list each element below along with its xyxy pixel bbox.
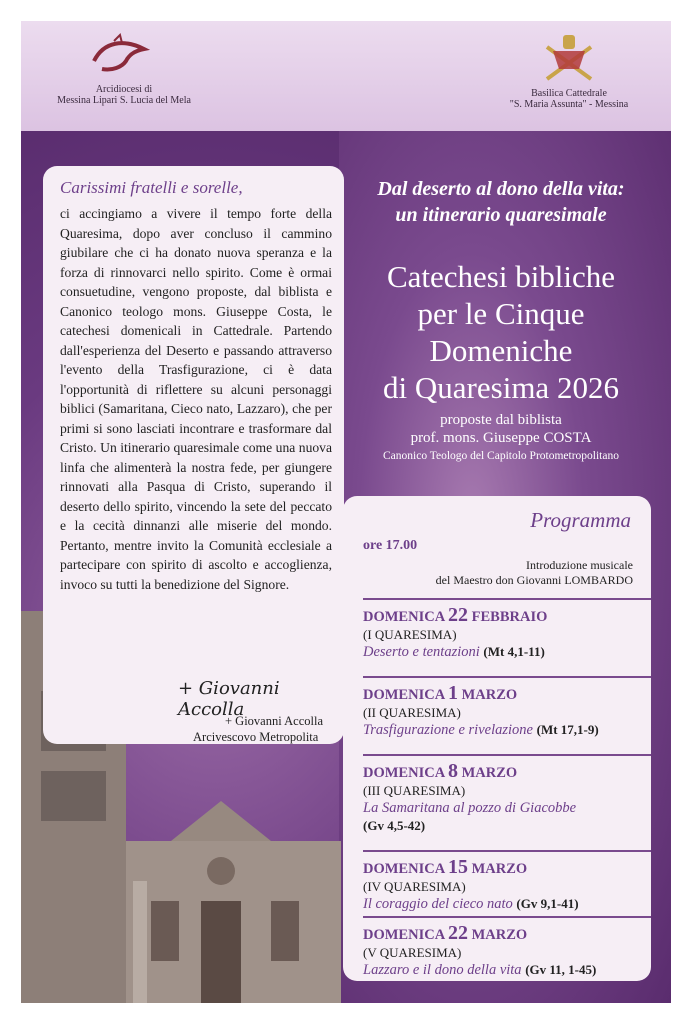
programma-title: Programma xyxy=(530,508,631,532)
entry-day-number: 22 xyxy=(448,922,468,944)
entry-ref: (Mt 4,1-11) xyxy=(483,644,545,659)
papal-keys-icon xyxy=(539,33,599,85)
entry-topic-line xyxy=(363,960,651,980)
entry-ref: (Mt 17,1-9) xyxy=(536,722,599,737)
proposte-block xyxy=(351,411,651,465)
entry-date xyxy=(363,760,651,783)
title-block xyxy=(351,176,651,406)
entry-topic: Trasfigurazione e rivelazione xyxy=(363,722,533,738)
entry-topic: Il coraggio del cieco nato xyxy=(363,896,513,912)
proposte-line3: Canonico Teologo del Capitolo Protometropolitano xyxy=(383,450,619,462)
separator xyxy=(363,598,651,600)
schedule-entry-3 xyxy=(363,760,651,834)
entry-month: MARZO xyxy=(471,927,528,943)
entry-quaresima: (IV QUARESIMA) xyxy=(363,879,466,894)
main-title-line3: di Quaresima 2026 xyxy=(383,370,619,405)
schedule-entry-5 xyxy=(363,922,651,980)
signer-name: + Giovanni Accolla xyxy=(225,714,323,728)
programma-intro xyxy=(433,558,633,588)
signature-handwriting: + Giovanni Accolla xyxy=(178,678,280,720)
programma-panel xyxy=(343,496,651,981)
entry-topic: Lazzaro e il dono della vita xyxy=(363,962,522,978)
separator xyxy=(363,850,651,852)
main-title-line1: Catechesi bibliche xyxy=(386,259,616,294)
schedule-entry-1 xyxy=(363,604,651,662)
archdiocese-logo xyxy=(49,31,199,106)
basilica-logo xyxy=(489,33,649,110)
proposte-line2: prof. mons. Giuseppe COSTA xyxy=(410,430,592,446)
separator xyxy=(363,916,651,918)
entry-quaresima: (I QUARESIMA) xyxy=(363,627,457,642)
entry-quaresima: (II QUARESIMA) xyxy=(363,705,461,720)
basilica-line1: Basilica Cattedrale xyxy=(531,88,607,99)
letter-body: ci accingiamo a vivere il tempo forte della Quaresima, dopo aver concluso il cammino giubilare che ci ha donato nuova speranza e la forza di rinnovarci nello spirito. Come è ormai consuetudine, vengono proposte, dal biblista e Canonico teologo mons. Giuseppe Costa, le catechesi domenicali in Cattedrale. Partendo dall'esperienza del Deserto e passando attraverso l'evento della Trasfigurazione, ci è data l'opportunità di riflettere su alcuni personaggi biblici (Samaritana, Cieco nato, Lazzaro), che per primi si sono lasciati incontrare e trasformare dal Cristo. Un itinerario quaresimale come una nuova linfa che alimenterà la nostra fede, per giungere rinnovati alla Pasqua di Cristo, superando il deserto dello spirito, vincendo la sete del peccato e la cecità dinnanzi alle miserie del mondo. Pertanto, mentre invito la Comunità ecclesiale a partecipare con spirito di ascolto e accoglienza, invoco su tutti la benedizione del Signore. xyxy=(60,206,332,592)
programma-time: ore 17.00 xyxy=(363,538,418,553)
poster xyxy=(21,21,671,1003)
archdiocese-line1: Arcidiocesi di xyxy=(95,84,153,95)
subtitle-line1: Dal deserto al dono della vita: xyxy=(377,178,625,200)
entry-day-number: 1 xyxy=(448,682,458,704)
entry-month: MARZO xyxy=(461,765,518,781)
entry-dow: DOMENICA xyxy=(363,861,445,877)
entry-topic-line xyxy=(363,894,651,914)
entry-month: MARZO xyxy=(471,861,528,877)
schedule-entry-4 xyxy=(363,856,651,914)
entry-dow: DOMENICA xyxy=(363,609,445,625)
entry-topic-line xyxy=(363,720,651,740)
entry-ref: (Gv 9,1-41) xyxy=(516,896,579,911)
entry-day-number: 15 xyxy=(448,856,468,878)
signer-title: Arcivescovo Metropolita xyxy=(193,730,319,744)
subtitle-line2: un itinerario quaresimale xyxy=(395,204,607,226)
basilica-line2: "S. Maria Assunta" - Messina xyxy=(509,99,629,110)
separator xyxy=(363,754,651,756)
main-title xyxy=(351,258,651,406)
entry-topic: La Samaritana al pozzo di Giacobbe xyxy=(363,800,577,816)
archdiocese-line2: Messina Lipari S. Lucia del Mela xyxy=(57,95,191,106)
entry-ref: (Gv 4,5-42) xyxy=(363,818,426,833)
entry-dow: DOMENICA xyxy=(363,927,445,943)
entry-month: FEBBRAIO xyxy=(471,609,548,625)
entry-date xyxy=(363,604,651,627)
entry-day-number: 22 xyxy=(448,604,468,626)
separator xyxy=(363,676,651,678)
entry-date xyxy=(363,856,651,879)
intro-line2: del Maestro don Giovanni LOMBARDO xyxy=(435,573,633,587)
entry-day-number: 8 xyxy=(448,760,458,782)
header-band xyxy=(21,21,671,131)
letter-greeting: Carissimi fratelli e sorelle, xyxy=(60,178,243,197)
entry-date xyxy=(363,922,651,945)
intro-line1: Introduzione musicale xyxy=(526,558,633,572)
main-title-line2: per le Cinque Domeniche xyxy=(417,296,585,368)
entry-quaresima: (III QUARESIMA) xyxy=(363,783,466,798)
entry-quaresima: (V QUARESIMA) xyxy=(363,945,462,960)
entry-topic-line xyxy=(363,642,651,662)
entry-dow: DOMENICA xyxy=(363,765,445,781)
entry-month: MARZO xyxy=(461,687,518,703)
proposte-line1: proposte dal biblista xyxy=(440,412,562,428)
dove-icon xyxy=(84,31,164,81)
entry-dow: DOMENICA xyxy=(363,687,445,703)
entry-topic: Deserto e tentazioni xyxy=(363,644,480,660)
schedule-entry-2 xyxy=(363,682,651,740)
entry-date xyxy=(363,682,651,705)
letter-panel xyxy=(43,166,344,744)
entry-ref: (Gv 11, 1-45) xyxy=(525,962,597,977)
